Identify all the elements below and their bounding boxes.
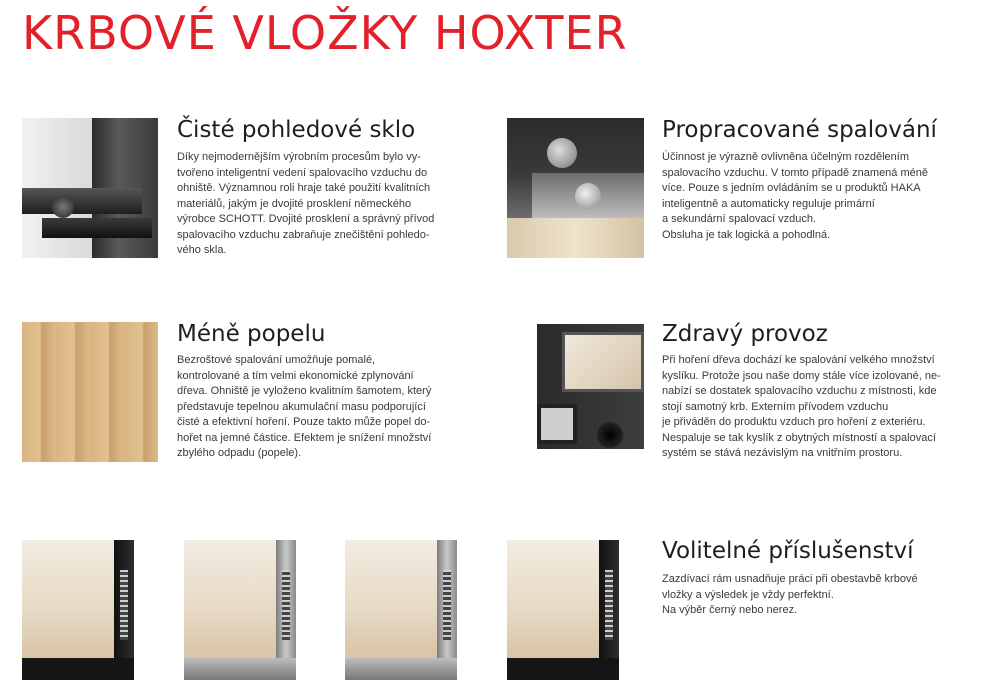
glass-profile-image [22,118,158,258]
feature-title-healthy-operation: Zdravý provoz [662,321,828,347]
feature-text-accessories: Zazdívací rám usnadňuje práci při obestavbě krbové vložky a výsledek je vždy perfektní. Na výběr černý nebo nerez. [662,573,918,616]
feature-title-clean-glass: Čisté pohledové sklo [177,117,416,143]
combustion-control-image [507,118,644,258]
feature-text-combustion: Účinnost je výrazně ovlivněna účelným rozdělením spalovacího vzduchu. V tomto případě znamená méně více. Pouze s jedním ovládáním se u produktů HAKA inteligentně a automaticky reguluje primární a sekundární spalovací vzduch. Obsluha je tak logická a pohodlná. [662,151,928,241]
accessory-frame-image-3 [345,540,457,680]
feature-text-clean-glass: Díky nejmodernějším výrobním procesům bylo vy- tvořeno inteligentní vedení spalovacího vzduchu do ohniště. Významnou roli hraje také použití kvalitních materiálů, jakým je dvojité prosklení německého výrobce SCHOTT. Dvojité prosklení a správný přívod spalovacího vzduchu zabraňuje znečištění pohledo- vého skla. [177,151,435,256]
page-title: KRBOVÉ VLOŽKY HOXTER [22,6,628,60]
feature-title-less-ash: Méně popelu [177,321,326,347]
chamotte-lining-image [22,322,158,462]
feature-text-less-ash: Bezroštové spalování umožňuje pomalé, kontrolované a tím velmi ekonomické zplynování dřeva. Ohniště je vyloženo kvalitním šamotem, který představuje tepelnou akumulační masu podporující čisté a efektivní hoření. Pouze takto může popel do- hořet na jemné částice. Efektem je snížení množství zbylého odpadu (popele). [177,354,432,459]
accessory-frame-image-4 [507,540,619,680]
accessory-frame-image-2 [184,540,296,680]
external-air-intake-image [507,322,644,462]
feature-text-healthy-operation: Při hoření dřeva dochází ke spalování velkého množství kyslíku. Protože jsou naše domy stále více izolované, ne- nabízí se dostatek spalovacího vzduchu z místnosti, kde stojí samotný krb. Externím přívodem vzduchu je přiváděn do produktu vzduch pro hoření z exteriéru. Nespaluje se tak kyslík z obytných místností a spalovací systém se stává nezávislým na vnitřním prostoru. [662,354,941,459]
accessory-frame-image-1 [22,540,134,680]
feature-title-accessories: Volitelné příslušenství [662,538,914,564]
feature-title-combustion: Propracované spalování [662,117,937,143]
